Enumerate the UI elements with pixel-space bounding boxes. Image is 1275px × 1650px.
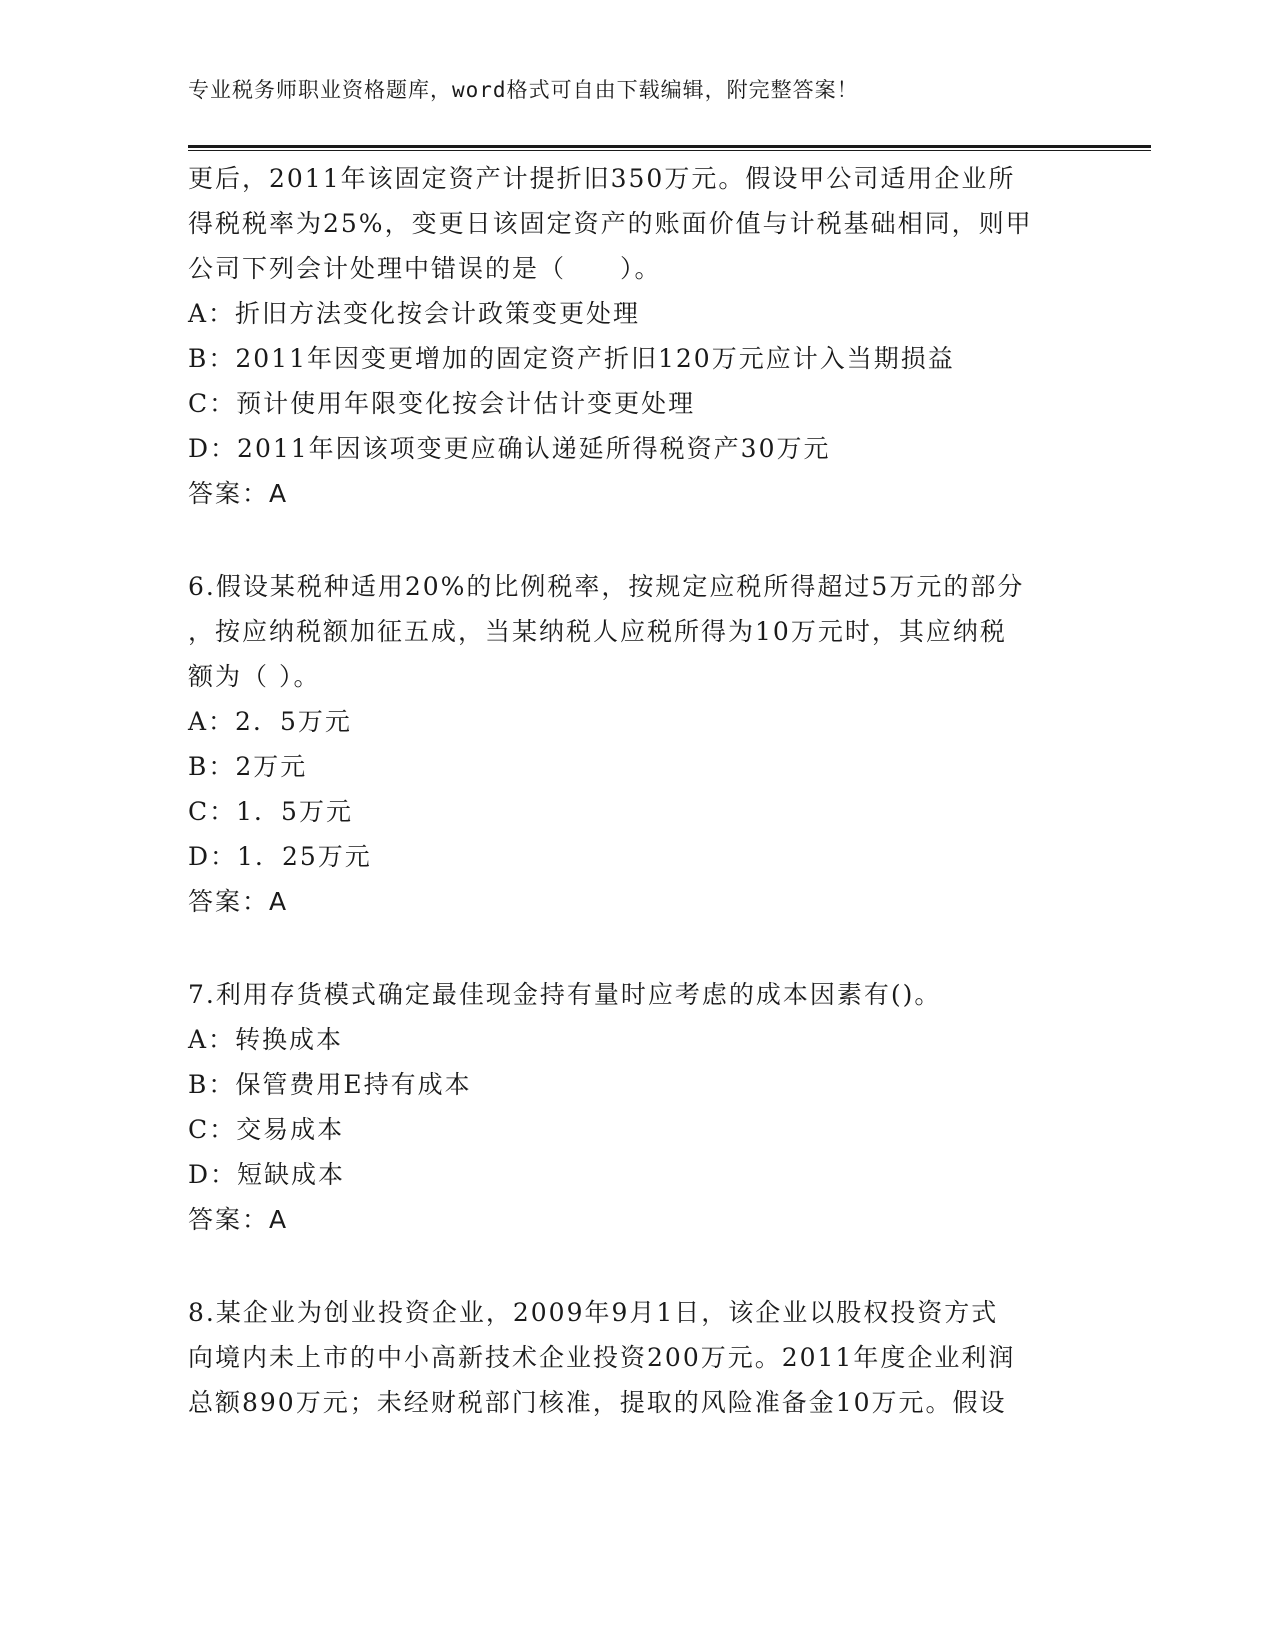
option-b: B：2011年因变更增加的固定资产折旧120万元应计入当期损益: [188, 344, 955, 373]
answer: 答案：A: [188, 479, 289, 508]
question-5: [188, 156, 1088, 516]
question-6: [188, 564, 1088, 924]
option-b: B：保管费用E持有成本: [188, 1070, 472, 1099]
page-header: 专业税务师职业资格题库，word格式可自由下载编辑，附完整答案！: [188, 78, 859, 102]
option-a: A：2．5万元: [188, 707, 352, 736]
option-c: C：预计使用年限变化按会计估计变更处理: [188, 389, 696, 418]
question-8: [188, 1290, 1088, 1425]
question-content: [188, 156, 1088, 1425]
option-c: C：交易成本: [188, 1115, 345, 1144]
question-stem-line: 6.假设某税种适用20%的比例税率，按规定应税所得超过5万元的部分: [188, 572, 1025, 601]
question-stem-line: 额为（ ）。: [188, 662, 321, 691]
question-stem-line: 7.利用存货模式确定最佳现金持有量时应考虑的成本因素有()。: [188, 980, 942, 1009]
answer: 答案：A: [188, 887, 289, 916]
header-rule-thin: [188, 150, 1151, 151]
spacer: [188, 516, 1088, 564]
question-stem-line: 向境内未上市的中小高新技术企业投资200万元。2011年度企业利润: [188, 1343, 1016, 1372]
option-d: D：短缺成本: [188, 1160, 346, 1189]
question-stem-line: 总额890万元；未经财税部门核准，提取的风险准备金10万元。假设: [188, 1388, 1007, 1417]
spacer: [188, 924, 1088, 972]
option-a: A：折旧方法变化按会计政策变更处理: [188, 299, 641, 328]
option-b: B：2万元: [188, 752, 308, 781]
question-stem-line: 得税税率为25%，变更日该固定资产的账面价值与计税基础相同，则甲: [188, 209, 1033, 238]
option-d: D：2011年因该项变更应确认递延所得税资产30万元: [188, 434, 831, 463]
question-stem-line: ，按应纳税额加征五成，当某纳税人应税所得为10万元时，其应纳税: [188, 617, 1007, 646]
question-7: [188, 972, 1088, 1242]
question-stem-line: 公司下列会计处理中错误的是（ ）。: [188, 254, 662, 283]
option-a: A：转换成本: [188, 1025, 344, 1054]
question-stem-line: 8.某企业为创业投资企业，2009年9月1日，该企业以股权投资方式: [188, 1298, 999, 1327]
header-rule-thick: [188, 145, 1151, 148]
option-c: C：1．5万元: [188, 797, 353, 826]
spacer: [188, 1242, 1088, 1290]
option-d: D：1．25万元: [188, 842, 372, 871]
answer: 答案：A: [188, 1205, 289, 1234]
question-stem-line: 更后，2011年该固定资产计提折旧350万元。假设甲公司适用企业所: [188, 164, 1016, 193]
